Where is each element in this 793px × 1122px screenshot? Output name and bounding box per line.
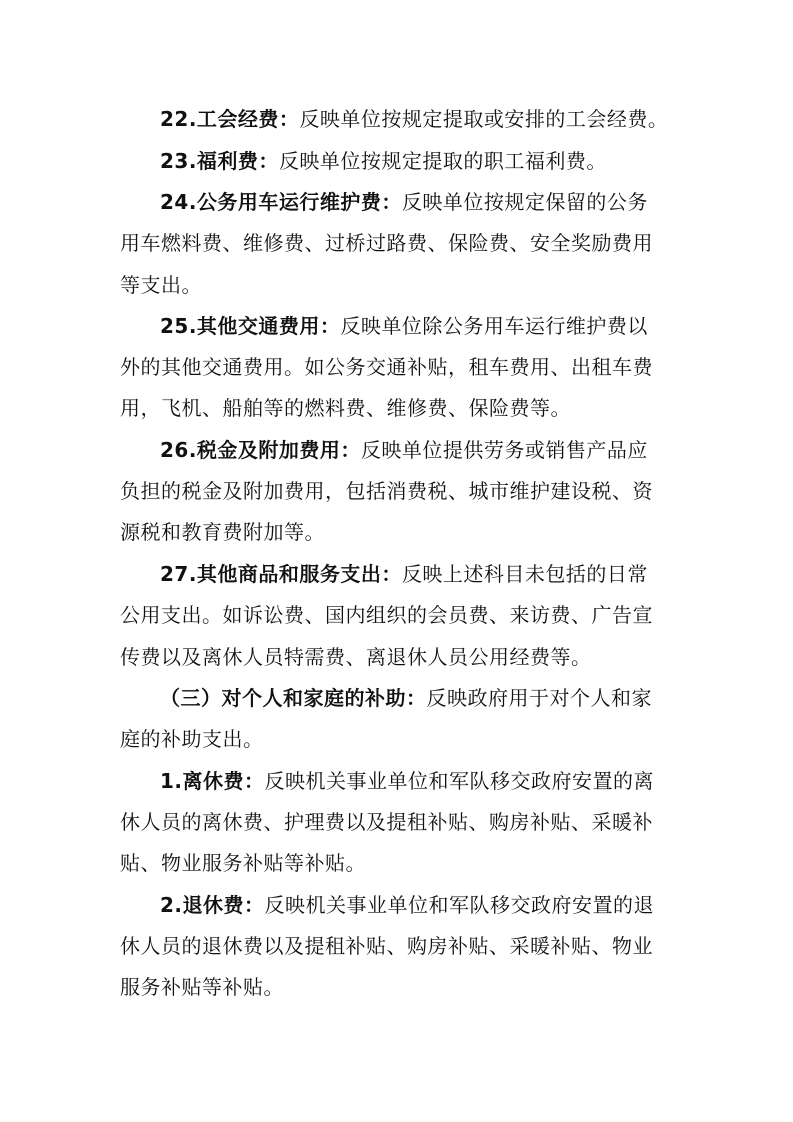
- paragraph-26-line-1: [160, 438, 648, 462]
- paragraph-2-line-2: 休人员的退休费以及提租补贴、购房补贴、采暖补贴、物业: [120, 934, 653, 958]
- paragraph-22-line-1: [160, 107, 668, 131]
- paragraph-24-line-2: 用车燃料费、维修费、过桥过路费、保险费、安全奖励费用: [120, 231, 653, 255]
- paragraph-26-line-3: 源税和教育费附加等。: [120, 520, 325, 544]
- paragraph-24-line-3: 等支出。: [120, 273, 202, 297]
- item-label: 26.税金及附加费用：: [160, 438, 361, 462]
- paragraph-23-line-1: [160, 149, 607, 173]
- section-3-line-1: [160, 686, 652, 710]
- section-text: 反映政府用于对个人和家: [426, 686, 652, 710]
- paragraph-25-line-3: 用，飞机、船舶等的燃料费、维修费、保险费等。: [120, 396, 571, 420]
- paragraph-27-line-3: 传费以及离休人员特需费、离退休人员公用经费等。: [120, 645, 592, 669]
- item-label: 22.工会经费：: [160, 107, 300, 131]
- item-text: 反映单位按规定提取的职工福利费。: [278, 149, 607, 173]
- paragraph-24-line-1: [160, 190, 648, 214]
- item-text: 反映单位提供劳务或销售产品应: [360, 438, 648, 462]
- paragraph-26-line-2: 负担的税金及附加费用，包括消费税、城市维护建设税、资: [120, 479, 653, 503]
- item-label: 27.其他商品和服务支出：: [160, 562, 402, 586]
- paragraph-1-line-3: 贴、物业服务补贴等补贴。: [120, 851, 366, 875]
- paragraph-2-line-3: 服务补贴等补贴。: [120, 975, 284, 999]
- item-label: 24.公务用车运行维护费：: [160, 190, 402, 214]
- item-label: 23.福利费：: [160, 149, 279, 173]
- item-text: 反映机关事业单位和军队移交政府安置的退: [264, 893, 655, 917]
- section-label: （三）对个人和家庭的补助：: [160, 686, 427, 710]
- item-text: 反映上述科目未包括的日常: [401, 562, 648, 586]
- item-label: 25.其他交通费用：: [160, 314, 341, 338]
- item-text: 反映机关事业单位和军队移交政府安置的离: [264, 769, 655, 793]
- item-text: 反映单位按规定提取或安排的工会经费。: [299, 107, 669, 131]
- paragraph-2-line-1: [160, 893, 654, 917]
- paragraph-25-line-2: 外的其他交通费用。如公务交通补贴，租车费用、出租车费: [120, 355, 653, 379]
- item-text: 反映单位除公务用车运行维护费以: [340, 314, 648, 338]
- item-label: 2.退休费：: [160, 893, 265, 917]
- item-text: 反映单位按规定保留的公务: [401, 190, 648, 214]
- section-3-line-2: 庭的补助支出。: [120, 727, 264, 751]
- item-label: 1.离休费：: [160, 769, 265, 793]
- paragraph-1-line-2: 休人员的离休费、护理费以及提租补贴、购房补贴、采暖补: [120, 810, 653, 834]
- paragraph-25-line-1: [160, 314, 648, 338]
- paragraph-27-line-1: [160, 562, 648, 586]
- paragraph-1-line-1: [160, 769, 654, 793]
- paragraph-27-line-2: 公用支出。如诉讼费、国内组织的会员费、来访费、广告宣: [120, 603, 653, 627]
